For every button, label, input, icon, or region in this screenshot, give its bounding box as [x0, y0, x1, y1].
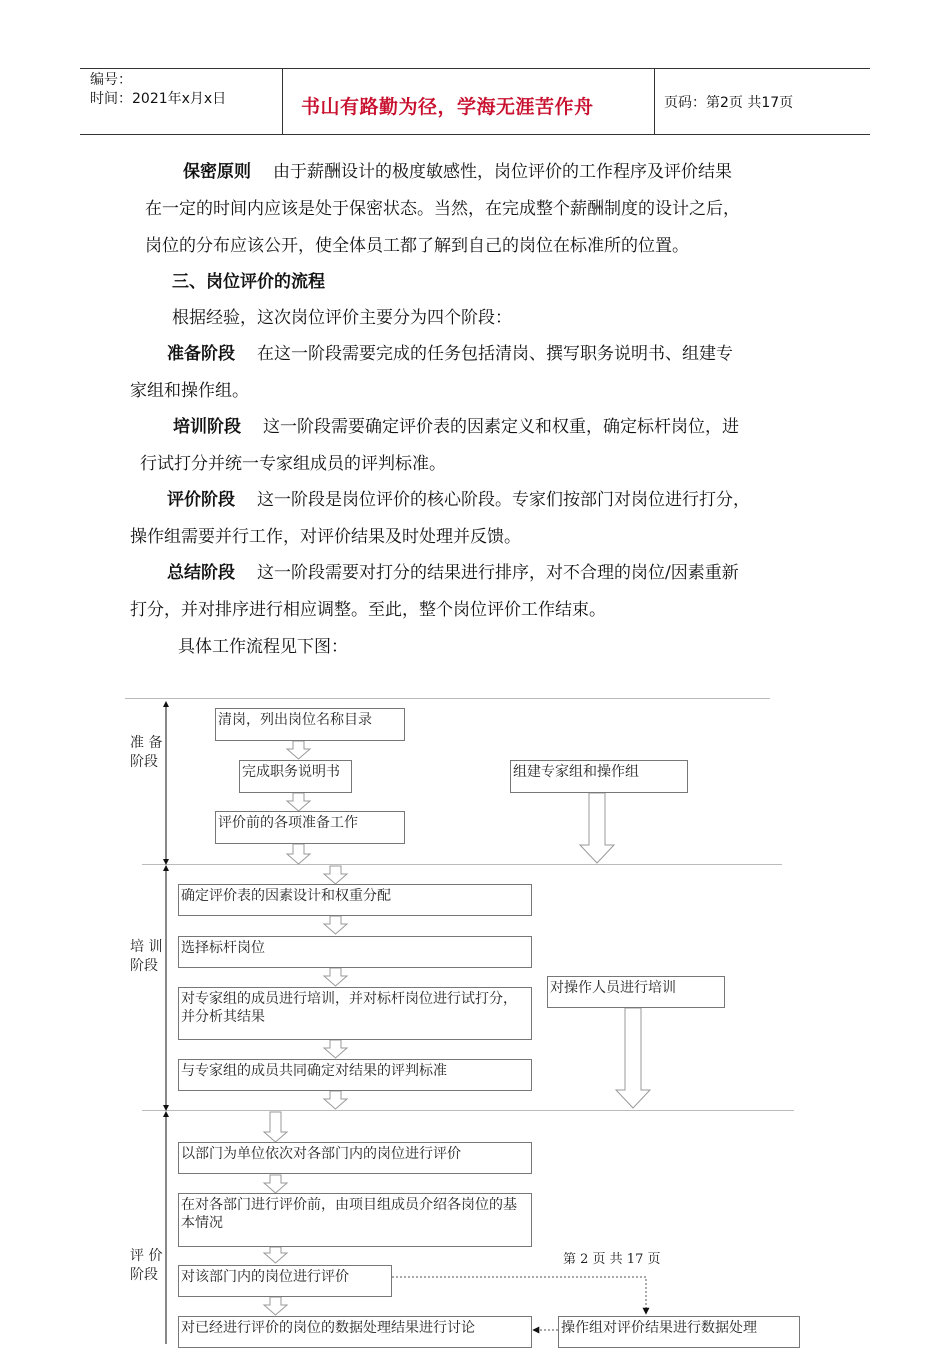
page-footer: 第 2 页 共 17 页 [563, 1252, 661, 1267]
section-title: 三、岗位评价的流程 [172, 272, 325, 292]
stage2-heading: 培训阶段 [173, 417, 241, 437]
stage3-heading: 评价阶段 [167, 490, 235, 510]
see-below-text: 具体工作流程见下图： [178, 637, 348, 657]
arrow-into-b5 [324, 866, 347, 884]
arrow-into-b10 [264, 1112, 287, 1142]
arrow-b5-b6 [324, 916, 347, 934]
arrow-b11-b12 [264, 1247, 287, 1263]
stage-label-train-line2: 阶段 [130, 958, 158, 974]
dotted-b12-to-b14 [392, 1277, 646, 1314]
arrow-b10-b11 [264, 1175, 287, 1193]
flow-box-benchmark-positions: 选择标杆岗位 [178, 936, 532, 968]
flow-box-factor-weights: 确定评价表的因素设计和权重分配 [178, 884, 532, 916]
stage-label-prep-line1: 准 备 [130, 735, 163, 751]
flow-box-judging-standard: 与专家组的成员共同确定对结果的评判标准 [178, 1059, 532, 1091]
stage-label-train-line1: 培 训 [130, 939, 163, 955]
flow-box-introduce-positions: 在对各部门进行评价前，由项目组成员介绍各岗位的基本情况 [178, 1193, 532, 1247]
para-confidential-heading: 保密原则 [183, 162, 251, 182]
stage4-heading: 总结阶段 [167, 563, 235, 583]
arrow-b1-b2 [287, 741, 310, 759]
arrow-b4-next [287, 844, 310, 864]
stage4-text1: 这一阶段需要对打分的结果进行排序，对不合理的岗位/因素重新 [257, 563, 739, 583]
flow-box-eval-by-department: 以部门为单位依次对各部门内的岗位进行评价 [178, 1142, 532, 1174]
stage-label-eval-line2: 阶段 [130, 1267, 158, 1283]
intro-text: 根据经验，这次岗位评价主要分为四个阶段： [172, 308, 512, 328]
para-confidential-text1: 由于薪酬设计的极度敏感性，岗位评价的工作程序及评价结果 [273, 162, 732, 182]
flow-box-form-groups: 组建专家组和操作组 [510, 760, 688, 793]
arrow-b8-down [616, 1008, 650, 1108]
doc-number-label: 编号： [90, 72, 132, 88]
stage2-line2: 行试打分并统一专家组成员的评判标准。 [140, 454, 446, 474]
header-motto: 书山有路勤为径，学海无涯苦作舟 [301, 96, 594, 118]
flow-box-train-experts: 对专家组的成员进行培训，并对标杆岗位进行试打分，并分析其结果 [178, 987, 532, 1040]
page-info: 页码：第2页 共17页 [664, 95, 794, 111]
para-confidential-line3: 岗位的分布应该公开，使全体员工都了解到自己的岗位在标准所的位置。 [145, 236, 689, 256]
stage-label-eval-line1: 评 价 [130, 1248, 163, 1264]
flow-box-list-positions: 清岗，列出岗位名称目录 [215, 708, 405, 741]
doc-time-label: 时间：2021年x月x日 [90, 91, 227, 107]
flow-box-train-operators: 对操作人员进行培训 [547, 976, 725, 1008]
flow-box-evaluate-department: 对该部门内的岗位进行评价 [178, 1265, 392, 1297]
stage3-line2: 操作组需要并行工作，对评价结果及时处理并反馈。 [130, 527, 521, 547]
arrow-b9-next [324, 1091, 347, 1109]
flow-box-pre-eval-prep: 评价前的各项准备工作 [215, 811, 405, 844]
stage1-line2: 家组和操作组。 [130, 381, 249, 401]
stage1-text1: 在这一阶段需要完成的任务包括清岗、撰写职务说明书、组建专 [257, 344, 733, 364]
flow-box-job-descriptions: 完成职务说明书 [239, 760, 352, 793]
arrow-b12-b13 [264, 1297, 287, 1315]
flow-box-process-data: 操作组对评价结果进行数据处理 [558, 1316, 800, 1348]
stage2-text1: 这一阶段需要确定评价表的因素定义和权重，确定标杆岗位，进 [263, 417, 739, 437]
arrow-b2-b4 [287, 793, 310, 811]
para-confidential-line2: 在一定的时间内应该是处于保密状态。当然，在完成整个薪酬制度的设计之后， [145, 199, 740, 219]
stage1-heading: 准备阶段 [167, 344, 235, 364]
stage4-line2: 打分，并对排序进行相应调整。至此，整个岗位评价工作结束。 [130, 600, 606, 620]
stage3-text1: 这一阶段是岗位评价的核心阶段。专家们按部门对岗位进行打分， [257, 490, 750, 510]
arrow-b3-down [580, 793, 614, 863]
arrow-b6-b7 [324, 968, 347, 986]
stage-label-prep-line2: 阶段 [130, 754, 158, 770]
arrow-b7-b9 [324, 1040, 347, 1058]
flow-box-discuss-results: 对已经进行评价的岗位的数据处理结果进行讨论 [178, 1316, 532, 1348]
